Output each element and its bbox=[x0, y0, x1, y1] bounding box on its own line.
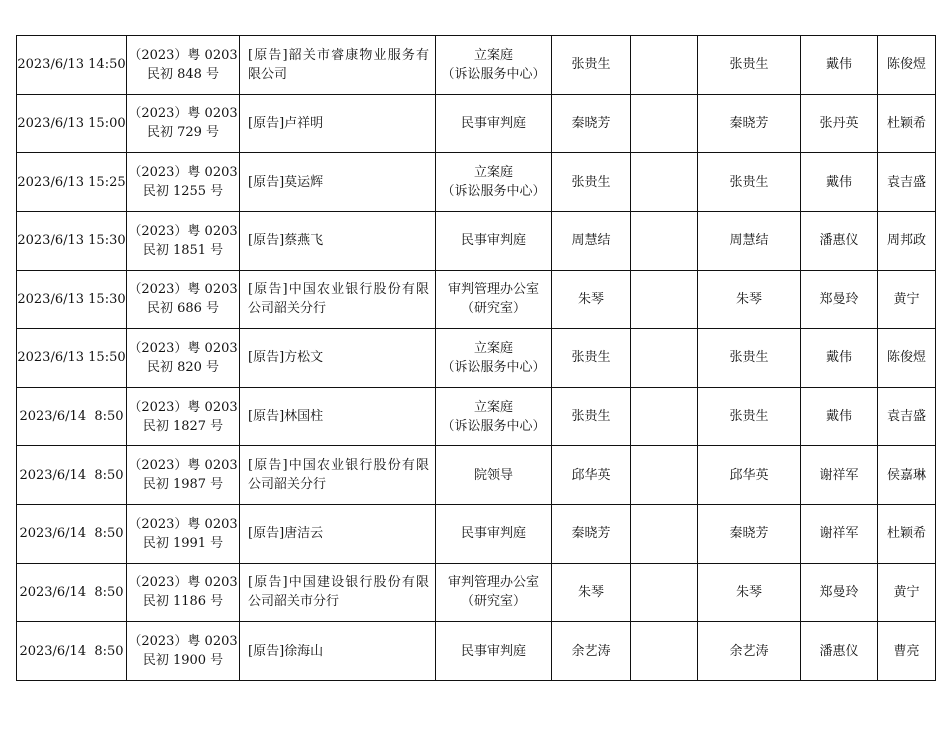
case-number-cell bbox=[127, 36, 240, 95]
department-line: 民事审判庭 bbox=[460, 233, 526, 249]
name-cell-a: 张贵生 bbox=[552, 36, 631, 95]
name-cell-d: 侯嘉琳 bbox=[878, 446, 936, 505]
name-cell-b: 朱琴 bbox=[698, 270, 801, 329]
empty-cell bbox=[631, 270, 698, 329]
name-cell-a: 邱华英 bbox=[552, 446, 631, 505]
name-cell-a: 秦晓芳 bbox=[552, 94, 631, 153]
party-line: [原告]中国农业银行股份有限 bbox=[248, 282, 429, 298]
party-line: 公司韶关市分行 bbox=[248, 594, 340, 610]
schedule-table-body bbox=[17, 36, 936, 681]
case-number-line: （2023）粤 0203 bbox=[128, 399, 238, 415]
case-number-cell bbox=[127, 153, 240, 212]
party-line: 限公司 bbox=[248, 66, 288, 82]
name-cell-c: 潘惠仪 bbox=[801, 622, 878, 681]
table-row bbox=[17, 36, 936, 95]
case-number-line: （2023）粤 0203 bbox=[128, 47, 238, 63]
name-cell-c: 张丹英 bbox=[801, 94, 878, 153]
name-cell-d: 杜颖希 bbox=[878, 505, 936, 564]
party-line: 公司韶关分行 bbox=[248, 477, 327, 493]
case-number-line: 民初 848 号 bbox=[146, 66, 220, 82]
department-line: 立案庭 bbox=[473, 340, 513, 356]
department-line: （研究室） bbox=[460, 301, 526, 317]
department-line: 民事审判庭 bbox=[460, 115, 526, 131]
name-cell-b: 张贵生 bbox=[698, 153, 801, 212]
case-number-line: （2023）粤 0203 bbox=[128, 458, 238, 474]
name-cell-b: 余艺涛 bbox=[698, 622, 801, 681]
department-line: 审判管理办公室 bbox=[447, 575, 539, 591]
department-cell bbox=[436, 153, 552, 212]
department-cell bbox=[436, 211, 552, 270]
department-cell bbox=[436, 505, 552, 564]
department-line: （诉讼服务中心） bbox=[441, 359, 546, 375]
department-line: 立案庭 bbox=[473, 165, 513, 181]
table-row bbox=[17, 153, 936, 212]
name-cell-a: 张贵生 bbox=[552, 153, 631, 212]
case-number-cell bbox=[127, 505, 240, 564]
datetime-text: 2023/6/14 8:50 bbox=[19, 584, 124, 600]
case-number-line: 民初 686 号 bbox=[146, 301, 220, 317]
case-number-line: （2023）粤 0203 bbox=[128, 634, 238, 650]
datetime-text: 2023/6/14 8:50 bbox=[19, 643, 124, 659]
case-number-line: （2023）粤 0203 bbox=[128, 106, 238, 122]
case-number-line: 民初 820 号 bbox=[146, 359, 220, 375]
name-cell-d: 周邦政 bbox=[878, 211, 936, 270]
datetime-cell bbox=[17, 505, 127, 564]
datetime-cell bbox=[17, 329, 127, 388]
name-cell-b: 周慧结 bbox=[698, 211, 801, 270]
party-line: [原告]中国建设银行股份有限 bbox=[248, 575, 429, 591]
table-row bbox=[17, 94, 936, 153]
datetime-cell bbox=[17, 622, 127, 681]
party-line: [原告]蔡燕飞 bbox=[248, 233, 324, 249]
datetime-cell bbox=[17, 446, 127, 505]
department-cell bbox=[436, 387, 552, 446]
department-line: 民事审判庭 bbox=[460, 526, 526, 542]
datetime-text: 2023/6/13 15:50 bbox=[17, 350, 126, 366]
party-cell bbox=[240, 446, 436, 505]
party-line: [原告]徐海山 bbox=[248, 643, 324, 659]
department-cell bbox=[436, 622, 552, 681]
table-row bbox=[17, 622, 936, 681]
table-row bbox=[17, 446, 936, 505]
hearing-schedule-table bbox=[16, 35, 936, 681]
party-cell bbox=[240, 622, 436, 681]
datetime-text: 2023/6/13 14:50 bbox=[17, 57, 126, 73]
party-cell bbox=[240, 270, 436, 329]
empty-cell bbox=[631, 329, 698, 388]
name-cell-d: 曹亮 bbox=[878, 622, 936, 681]
party-cell bbox=[240, 505, 436, 564]
name-cell-a: 周慧结 bbox=[552, 211, 631, 270]
case-number-cell bbox=[127, 329, 240, 388]
empty-cell bbox=[631, 94, 698, 153]
datetime-cell bbox=[17, 387, 127, 446]
party-cell bbox=[240, 387, 436, 446]
name-cell-c: 戴伟 bbox=[801, 153, 878, 212]
datetime-text: 2023/6/13 15:30 bbox=[17, 291, 126, 307]
datetime-cell bbox=[17, 153, 127, 212]
party-cell bbox=[240, 94, 436, 153]
name-cell-b: 秦晓芳 bbox=[698, 505, 801, 564]
case-number-line: 民初 1186 号 bbox=[142, 594, 224, 610]
department-cell bbox=[436, 329, 552, 388]
department-line: 院领导 bbox=[473, 467, 513, 483]
datetime-cell bbox=[17, 94, 127, 153]
department-cell bbox=[436, 446, 552, 505]
case-number-line: （2023）粤 0203 bbox=[128, 516, 238, 532]
name-cell-c: 潘惠仪 bbox=[801, 211, 878, 270]
name-cell-d: 陈俊煜 bbox=[878, 329, 936, 388]
name-cell-c: 郑曼玲 bbox=[801, 270, 878, 329]
name-cell-b: 张贵生 bbox=[698, 329, 801, 388]
name-cell-a: 朱琴 bbox=[552, 563, 631, 622]
party-line: [原告]林国柱 bbox=[248, 409, 324, 425]
case-number-line: （2023）粤 0203 bbox=[128, 340, 238, 356]
empty-cell bbox=[631, 387, 698, 446]
name-cell-a: 余艺涛 bbox=[552, 622, 631, 681]
name-cell-d: 袁吉盛 bbox=[878, 387, 936, 446]
empty-cell bbox=[631, 622, 698, 681]
name-cell-c: 谢祥军 bbox=[801, 446, 878, 505]
case-number-line: （2023）粤 0203 bbox=[128, 575, 238, 591]
party-cell bbox=[240, 36, 436, 95]
party-line: [原告]卢祥明 bbox=[248, 115, 324, 131]
table-row bbox=[17, 270, 936, 329]
case-number-line: 民初 729 号 bbox=[146, 125, 220, 141]
case-number-cell bbox=[127, 94, 240, 153]
table-row bbox=[17, 211, 936, 270]
table-row bbox=[17, 505, 936, 564]
party-line: [原告]韶关市睿康物业服务有 bbox=[248, 47, 429, 63]
name-cell-c: 戴伟 bbox=[801, 387, 878, 446]
case-number-line: 民初 1255 号 bbox=[142, 184, 224, 200]
name-cell-c: 戴伟 bbox=[801, 36, 878, 95]
case-number-line: 民初 1900 号 bbox=[142, 653, 224, 669]
name-cell-b: 朱琴 bbox=[698, 563, 801, 622]
party-line: [原告]莫运辉 bbox=[248, 174, 324, 190]
name-cell-c: 郑曼玲 bbox=[801, 563, 878, 622]
datetime-text: 2023/6/13 15:30 bbox=[17, 233, 126, 249]
case-number-cell bbox=[127, 446, 240, 505]
name-cell-a: 张贵生 bbox=[552, 387, 631, 446]
table-row bbox=[17, 329, 936, 388]
name-cell-c: 谢祥军 bbox=[801, 505, 878, 564]
department-line: 审判管理办公室 bbox=[447, 282, 539, 298]
case-number-line: 民初 1987 号 bbox=[142, 477, 224, 493]
datetime-cell bbox=[17, 36, 127, 95]
party-line: [原告]方松文 bbox=[248, 350, 324, 366]
name-cell-d: 袁吉盛 bbox=[878, 153, 936, 212]
datetime-cell bbox=[17, 563, 127, 622]
name-cell-a: 朱琴 bbox=[552, 270, 631, 329]
name-cell-d: 黄宁 bbox=[878, 270, 936, 329]
department-line: （诉讼服务中心） bbox=[441, 418, 546, 434]
department-line: 民事审判庭 bbox=[460, 643, 526, 659]
department-line: （研究室） bbox=[460, 594, 526, 610]
case-number-cell bbox=[127, 622, 240, 681]
empty-cell bbox=[631, 563, 698, 622]
name-cell-a: 张贵生 bbox=[552, 329, 631, 388]
department-line: （诉讼服务中心） bbox=[441, 184, 546, 200]
case-number-line: 民初 1827 号 bbox=[142, 418, 224, 434]
empty-cell bbox=[631, 153, 698, 212]
department-line: 立案庭 bbox=[473, 47, 513, 63]
datetime-text: 2023/6/13 15:25 bbox=[17, 174, 126, 190]
empty-cell bbox=[631, 36, 698, 95]
case-number-line: 民初 1991 号 bbox=[142, 535, 224, 551]
party-line: [原告]中国农业银行股份有限 bbox=[248, 458, 429, 474]
party-cell bbox=[240, 153, 436, 212]
datetime-text: 2023/6/14 8:50 bbox=[19, 409, 124, 425]
department-line: 立案庭 bbox=[473, 399, 513, 415]
name-cell-b: 张贵生 bbox=[698, 387, 801, 446]
name-cell-a: 秦晓芳 bbox=[552, 505, 631, 564]
name-cell-c: 戴伟 bbox=[801, 329, 878, 388]
name-cell-d: 黄宁 bbox=[878, 563, 936, 622]
department-cell bbox=[436, 270, 552, 329]
party-cell bbox=[240, 563, 436, 622]
case-number-line: 民初 1851 号 bbox=[142, 242, 224, 258]
name-cell-b: 邱华英 bbox=[698, 446, 801, 505]
table-row bbox=[17, 387, 936, 446]
empty-cell bbox=[631, 505, 698, 564]
case-number-line: （2023）粤 0203 bbox=[128, 223, 238, 239]
party-line: 公司韶关分行 bbox=[248, 301, 327, 317]
table-row bbox=[17, 563, 936, 622]
datetime-cell bbox=[17, 270, 127, 329]
case-number-cell bbox=[127, 211, 240, 270]
datetime-text: 2023/6/14 8:50 bbox=[19, 526, 124, 542]
case-number-line: （2023）粤 0203 bbox=[128, 165, 238, 181]
case-number-cell bbox=[127, 563, 240, 622]
datetime-text: 2023/6/14 8:50 bbox=[19, 467, 124, 483]
case-number-cell bbox=[127, 270, 240, 329]
department-line: （诉讼服务中心） bbox=[441, 66, 546, 82]
name-cell-d: 陈俊煜 bbox=[878, 36, 936, 95]
empty-cell bbox=[631, 211, 698, 270]
party-cell bbox=[240, 211, 436, 270]
case-number-line: （2023）粤 0203 bbox=[128, 282, 238, 298]
name-cell-d: 杜颖希 bbox=[878, 94, 936, 153]
party-line: [原告]唐洁云 bbox=[248, 526, 324, 542]
empty-cell bbox=[631, 446, 698, 505]
department-cell bbox=[436, 563, 552, 622]
party-cell bbox=[240, 329, 436, 388]
name-cell-b: 张贵生 bbox=[698, 36, 801, 95]
datetime-text: 2023/6/13 15:00 bbox=[17, 115, 126, 131]
case-number-cell bbox=[127, 387, 240, 446]
name-cell-b: 秦晓芳 bbox=[698, 94, 801, 153]
datetime-cell bbox=[17, 211, 127, 270]
department-cell bbox=[436, 94, 552, 153]
department-cell bbox=[436, 36, 552, 95]
